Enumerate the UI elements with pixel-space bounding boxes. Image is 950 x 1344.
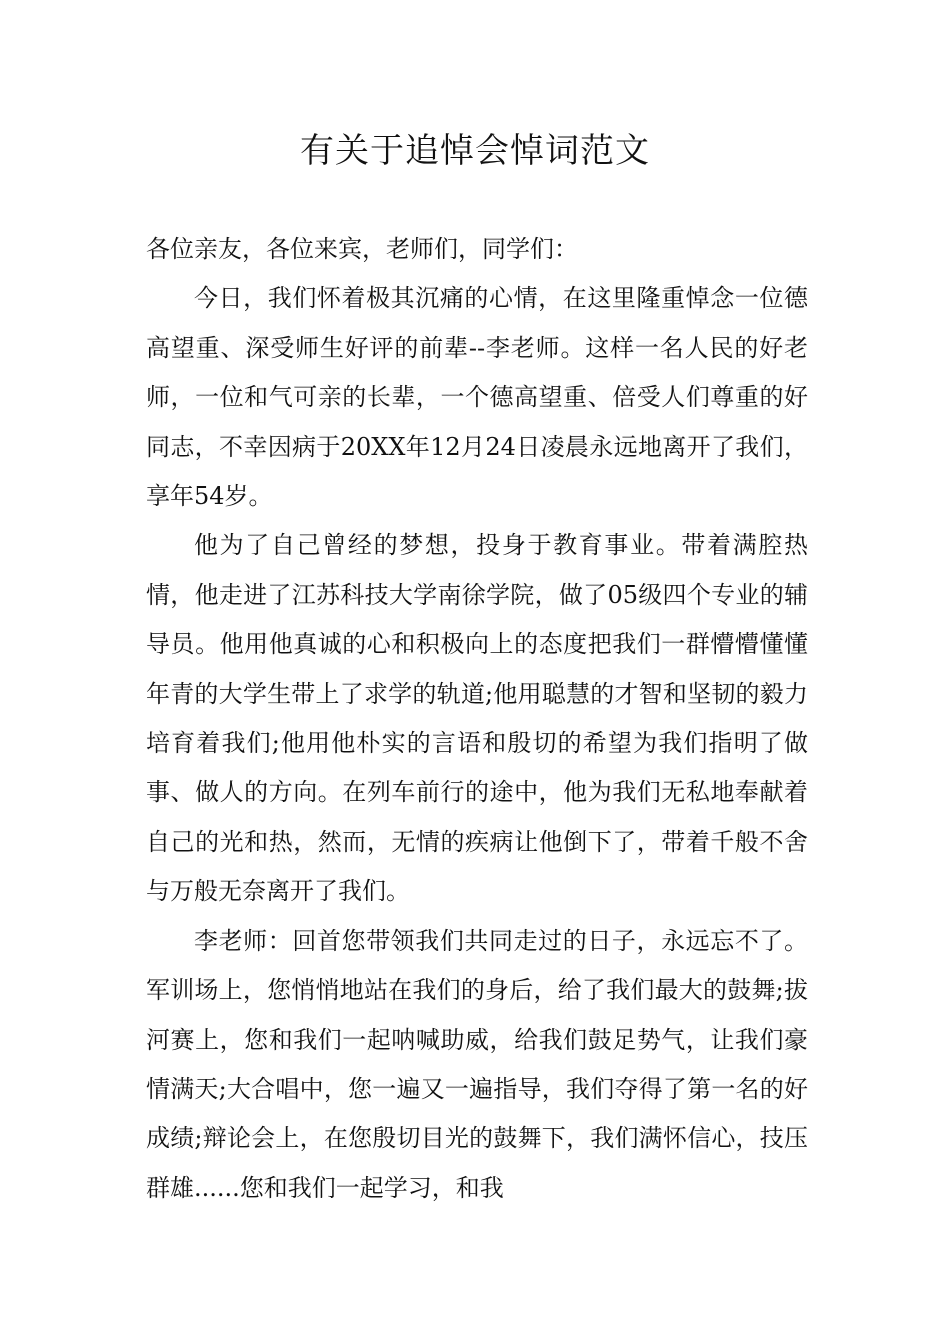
- body-paragraph-3: 李老师：回首您带领我们共同走过的日子，永远忘不了。军训场上，您悄悄地站在我们的身后，给了我们最大的鼓舞;拔河赛上，您和我们一起呐喊助威，给我们鼓足势气，让我们豪情满天;大合唱中，您一遍又一遍指导，我们夺得了第一名的好成绩;辩论会上，在您殷切目光的鼓舞下，我们满怀信心，技压群雄......您和我们一起学习，和我: [146, 926, 808, 1202]
- body-paragraph-2: 他为了自己曾经的梦想，投身于教育事业。带着满腔热情，他走进了江苏科技大学南徐学院，做了05级四个专业的辅导员。他用他真诚的心和积极向上的态度把我们一群懵懵懂懂年青的大学生带上了求学的轨道;他用聪慧的才智和坚韧的毅力培育着我们;他用他朴实的言语和殷切的希望为我们指明了做事、做人的方向。在列车前行的途中，他为我们无私地奉献着自己的光和热，然而，无情的疾病让他倒下了，带着千般不舍与万般无奈离开了我们。: [146, 531, 808, 906]
- document-body: [146, 225, 808, 1213]
- greeting-line: 各位亲友，各位来宾，老师们，同学们：: [146, 235, 578, 263]
- body-paragraph-1: 今日，我们怀着极其沉痛的心情，在这里隆重悼念一位德高望重、深受师生好评的前辈--李老师。这样一名人民的好老师，一位和气可亲的长辈，一个德高望重、倍受人们尊重的好同志，不幸因病于20XX年12月24日凌晨永远地离开了我们，享年54岁。: [146, 284, 808, 511]
- document-title: 有关于追悼会悼词范文: [300, 131, 650, 171]
